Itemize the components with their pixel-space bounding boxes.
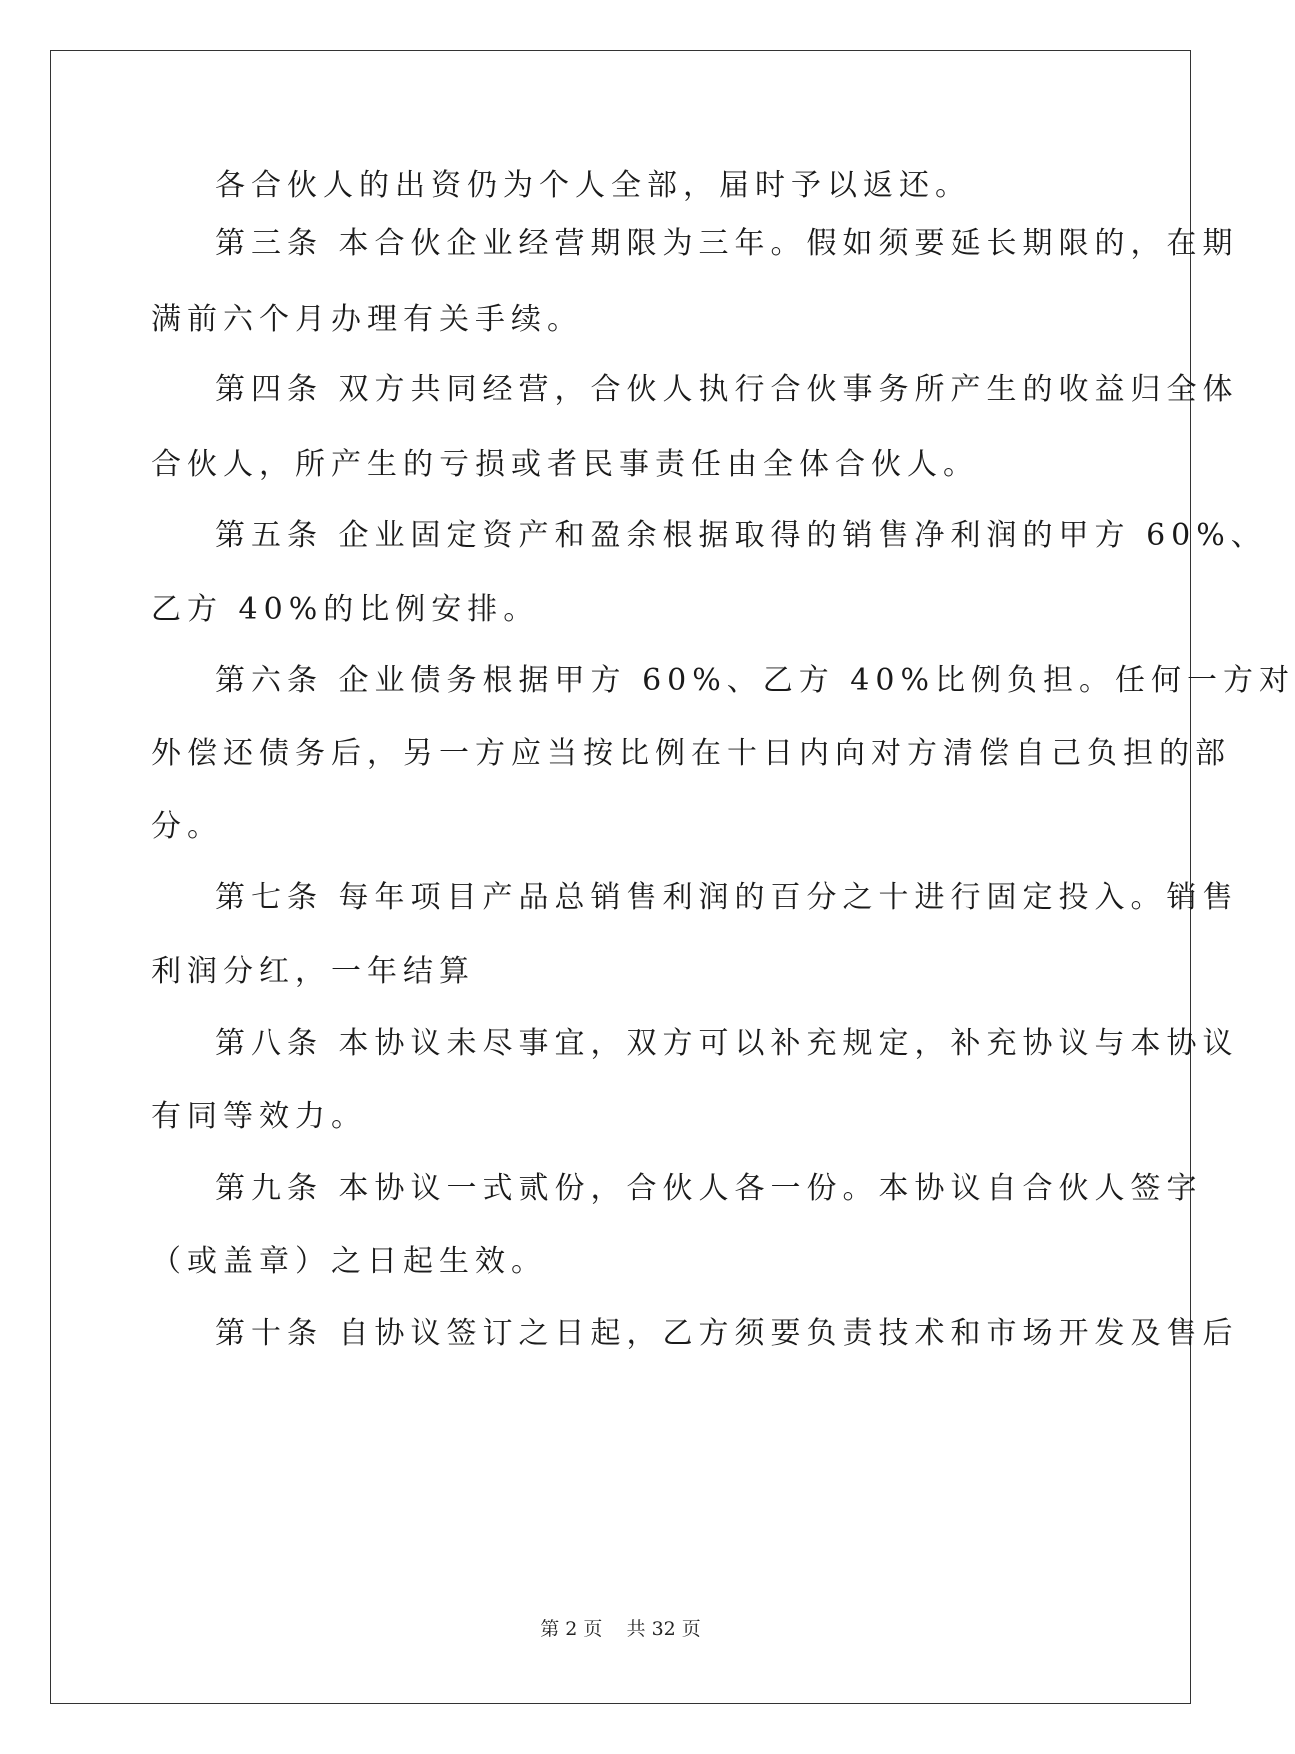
article-10-line-1: 第十条 自协议签订之日起，乙方须要负责技术和市场开发及售后 xyxy=(215,1316,1239,1351)
paragraph-line-1: 各合伙人的出资仍为个人全部，届时予以返还。 xyxy=(215,168,971,203)
article-5-line-2: 乙方 40%的比例安排。 xyxy=(151,592,540,627)
article-9-line-2: （或盖章）之日起生效。 xyxy=(151,1244,547,1279)
article-5-line-1: 第五条 企业固定资产和盈余根据取得的销售净利润的甲方 60%、 xyxy=(215,518,1267,553)
article-8-line-1: 第八条 本协议未尽事宜，双方可以补充规定，补充协议与本协议 xyxy=(215,1026,1239,1061)
page-footer: 第 2 页 共 32 页 xyxy=(540,1618,701,1640)
article-7-line-1: 第七条 每年项目产品总销售利润的百分之十进行固定投入。销售 xyxy=(215,880,1239,915)
article-9-line-1: 第九条 本协议一式贰份，合伙人各一份。本协议自合伙人签字 xyxy=(215,1171,1203,1206)
article-6-line-3: 分。 xyxy=(151,809,223,844)
article-6-line-1: 第六条 企业债务根据甲方 60%、乙方 40%比例负担。任何一方对 xyxy=(215,663,1295,698)
article-4-line-2: 合伙人，所产生的亏损或者民事责任由全体合伙人。 xyxy=(151,447,979,482)
article-7-line-2: 利润分红，一年结算 xyxy=(151,954,475,989)
article-4-line-1: 第四条 双方共同经营，合伙人执行合伙事务所产生的收益归全体 xyxy=(215,372,1239,407)
article-8-line-2: 有同等效力。 xyxy=(151,1099,367,1134)
article-6-line-2: 外偿还债务后，另一方应当按比例在十日内向对方清偿自己负担的部 xyxy=(151,736,1231,771)
article-3-line-2: 满前六个月办理有关手续。 xyxy=(151,302,583,337)
article-3-line-1: 第三条 本合伙企业经营期限为三年。假如须要延长期限的，在期 xyxy=(215,226,1239,261)
